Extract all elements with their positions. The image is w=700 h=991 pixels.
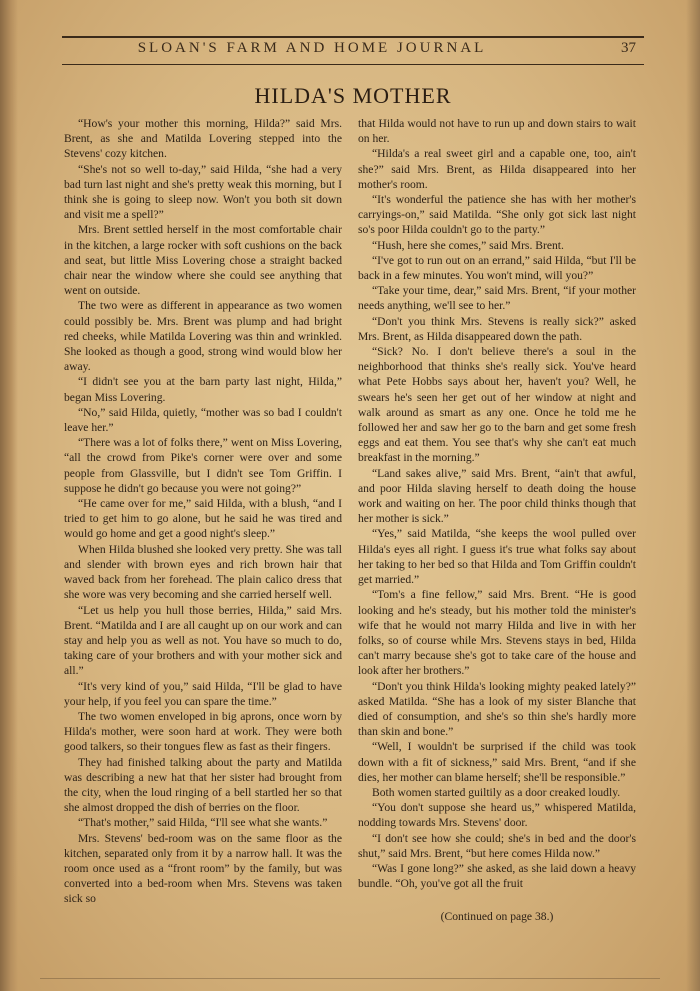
paragraph: “She's not so well to-day,” said Hilda, “she had a very bad turn last night and she's pretty weak this morning, but I think she is going to sleep now. Won't you both sit down and visit me a spell?” [64, 162, 342, 222]
paragraph: “It's wonderful the patience she has with her mother's carryings-on,” said Matilda. “She only got sick last night so's poor Hilda couldn't go to the party.” [358, 193, 636, 237]
paragraph: “That's mother,” said Hilda, “I'll see what she wants.” [78, 816, 328, 830]
paragraph: “You don't suppose she heard us,” whispered Matilda, nodding towards Mrs. Stevens' door. [358, 801, 636, 830]
header-rule-top [62, 36, 644, 38]
paragraph: “Hush, here she comes,” said Mrs. Brent. [372, 238, 564, 252]
journal-title: SLOAN'S FARM AND HOME JOURNAL [137, 40, 487, 56]
paragraph: “How's your mother this morning, Hilda?” said Mrs. Brent, as she and Matilda Lovering stepped into the Stevens' cozy kitchen. [64, 117, 342, 161]
page-number: 37 [621, 40, 636, 56]
paragraph: “Take your time, dear,” said Mrs. Brent, “if your mother needs anything, we'll see to her.” [358, 284, 636, 313]
paragraph: Mrs. Brent settled herself in the most comfortable chair in the kitchen, a large rocker with soft cushions on the back and seat, but little Miss Lovering chose a straight backed chair near the window where she could see anything that went on outside. [64, 223, 342, 298]
paragraph: “Tom's a fine fellow,” said Mrs. Brent. “He is good looking and he's steady, but his mother told the minister's wife that he would not marry Hilda and live in with her folks, so of course while Mrs. Stevens stays in bed, Hilda can't marry because she's got to take care of the house and look after her brothers.” [358, 588, 636, 678]
paragraph: “It's very kind of you,” said Hilda, “I'll be glad to have your help, if you feel you can spare the time.” [64, 679, 342, 708]
paragraph: “Hilda's a real sweet girl and a capable one, too, ain't she?” said Mrs. Brent, as Hilda disappeared into her mother's room. [358, 147, 636, 191]
paragraph: “There was a lot of folks there,” went on Miss Lovering, “all the crowd from Pike's corner were over and some people from Glassville, but I didn't see Tom Griffin. I suppose he didn't go because you were not going?” [64, 436, 342, 495]
page-edge [686, 0, 700, 991]
paragraph: that Hilda would not have to run up and down stairs to wait on her. [358, 117, 636, 146]
story-title: HILDA'S MOTHER [254, 83, 452, 108]
left-column [64, 116, 342, 907]
paragraph: “Well, I wouldn't be surprised if the child was took down with a fit of sickness,” said Mrs. Brent, “and if she dies, her mother can blame herself; she'll be responsible.” [358, 740, 636, 784]
binding-edge [0, 0, 18, 991]
paragraph: Both women started guiltily as a door creaked loudly. [372, 785, 621, 799]
paragraph: When Hilda blushed she looked very pretty. She was tall and slender with brown eyes and rich brown hair that waved back from her forehead. The plain calico dress that she wore was very becoming and she carried herself well. [64, 542, 342, 602]
paragraph: “Don't you think Mrs. Stevens is really sick?” asked Mrs. Brent, as Hilda disappeared down the path. [358, 314, 636, 343]
paragraph: “No,” said Hilda, quietly, “mother was so bad I couldn't leave her.” [64, 405, 342, 435]
paragraph: The two were as different in appearance as two women could possibly be. Mrs. Brent was plump and had bright red cheeks, while Matilda Lovering was thin and wrinkled. She looked as though a good, strong wind would blow her away. [64, 299, 342, 374]
header-rule-bottom [62, 64, 644, 65]
paragraph: Mrs. Stevens' bed-room was on the same floor as the kitchen, separated only from it by a narrow hall. It was the room once used as a “front room” by the family, but was converted into a bed-room when Mrs. Stevens was taken sick so [64, 831, 342, 906]
right-column [358, 116, 636, 891]
paragraph: “I didn't see you at the barn party last night, Hilda,” began Miss Lovering. [64, 375, 342, 404]
paragraph: “Sick? No. I don't believe there's a soul in the neighborhood that thinks she's really sick. You've heard what Pete Hobbs says about her, haven't you? Well, he swears he's seen her get out of her window at night and walk around as smart as any one. Once he told me he followed her and saw her go to the barn and get some fresh eggs and eat them. You see that's why she can't eat much breakfast in the morning.” [358, 345, 636, 465]
paragraph: “Yes,” said Matilda, “she keeps the wool pulled over Hilda's eyes all right. I guess it's true what folks say about her taking to her bed so that Hilda and Tom Griffin couldn't get married.” [358, 527, 636, 587]
paragraph: “Don't you think Hilda's looking mighty peaked lately?” asked Matilda. “She has a look of my sister Blanche that died of consumption, and she's so thin she's hardly more than skin and bone.” [358, 679, 636, 739]
paragraph: “I don't see how she could; she's in bed and the door's shut,” said Mrs. Brent, “but here comes Hilda now.” [358, 831, 636, 860]
paragraph: “Was I gone long?” she asked, as she laid down a heavy bundle. “Oh, you've got all the fruit [358, 861, 636, 891]
paragraph: They had finished talking about the party and Matilda was describing a new hat that her sister had brought from the city, when the loud ringing of a bell startled her so that she almost dropped the dish of berries on the floor. [64, 755, 342, 815]
paragraph: “I've got to run out on an errand,” said Hilda, “but I'll be back in a few minutes. You won't mind, will you?” [358, 253, 636, 283]
paragraph: “He came over for me,” said Hilda, with a blush, “and I tried to get him to go alone, but he said he was tired and would go home and get a good night's sleep.” [64, 497, 342, 541]
page-bottom-rule [40, 978, 660, 979]
paragraph: “Land sakes alive,” said Mrs. Brent, “ain't that awful, and poor Hilda slaving herself to death doing the house work and waiting on her. The poor child thinks though that her mother is sick.” [358, 466, 636, 526]
paragraph: “Let us help you hull those berries, Hilda,” said Mrs. Brent. “Matilda and I are all caught up on our work and can stay and help you as well as not. You have so much to do, taking care of your brothers and with your mother sick and all.” [64, 603, 342, 678]
paragraph: The two women enveloped in big aprons, once worn by Hilda's mother, were soon hard at work. They were both good talkers, so their tongues flew as fast as their fingers. [64, 709, 342, 754]
continued-note: (Continued on page 38.) [440, 910, 554, 923]
